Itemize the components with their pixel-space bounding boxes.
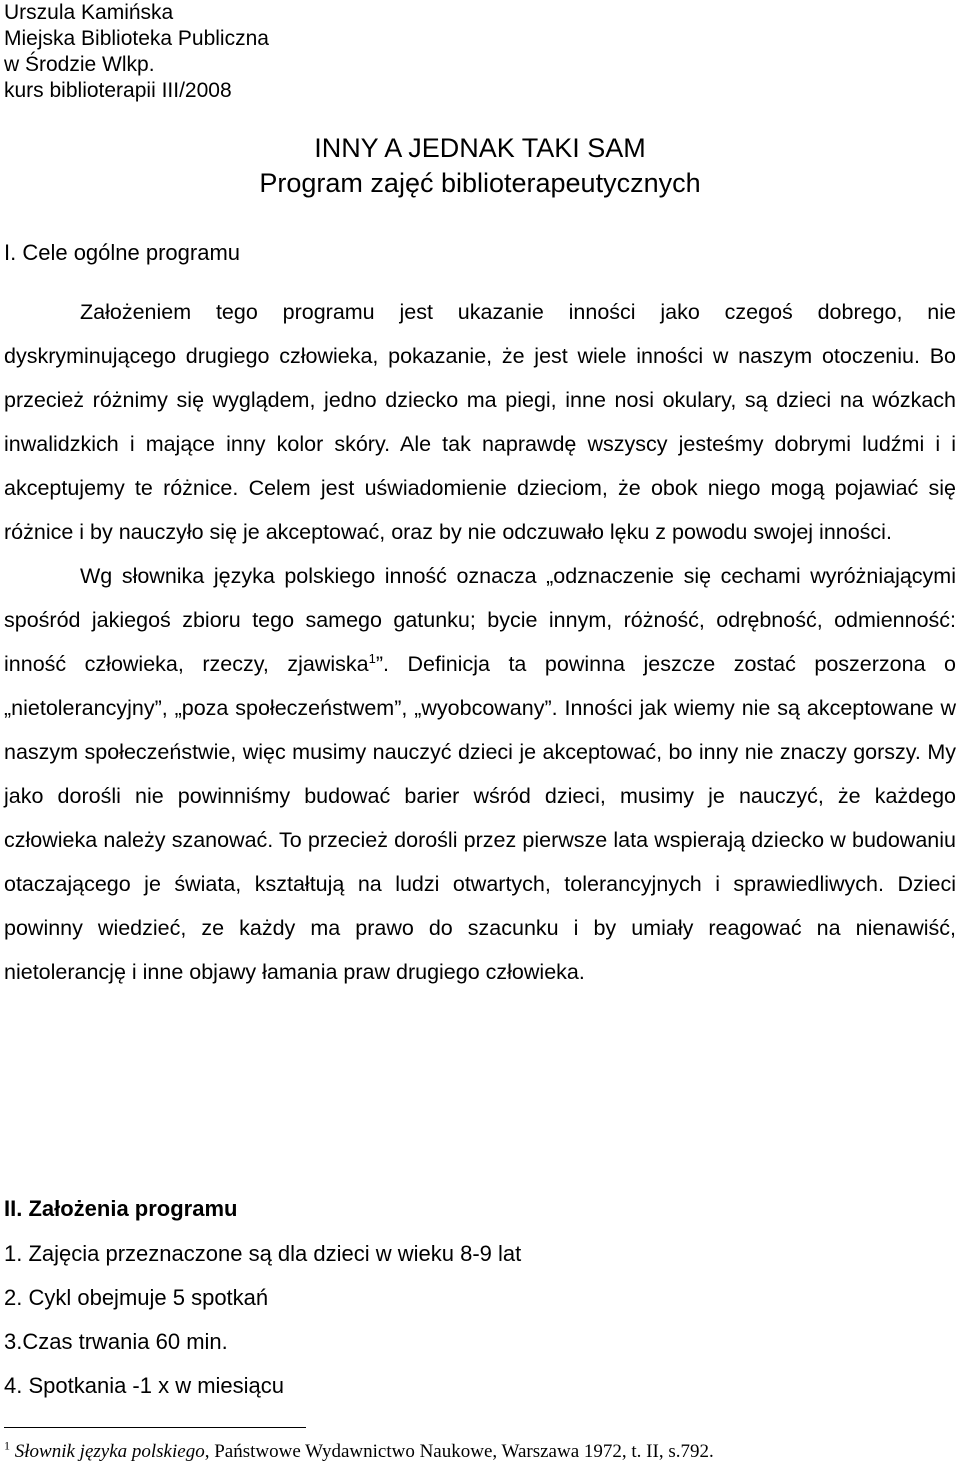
paragraph-2-part-b: ”. Definicja ta powinna jeszcze zostać poszerzona o „nietolerancyjny”, „poza społeczeństwem”, „wyobcowany”. Inności jak wiemy nie są akceptowane w naszym społeczeństwie, więc musimy nauczyć dzieci je akceptować, bo inny nie znaczy gorszy. My jako dorośli nie powinniśmy budować barier wśród dzieci, musimy je nauczyć, że każdego człowieka należy szanować. To przecież dorośli przez pierwsze lata wspierają dziecko w budowaniu otaczającego je świata, kształtują na ludzi otwartych, tolerancyjnych i sprawiedliwych. Dzieci powinny wiedzieć, ze każdy ma prawo do szacunku i by umiały reagować na nienawiść, nietolerancję i inne objawy łamania praw drugiego człowieka.	[4, 652, 956, 984]
author-name: Urszula Kamińska	[4, 1, 174, 24]
footnote-title: Słownik języka polskiego	[14, 1441, 205, 1462]
title-block	[0, 131, 960, 201]
section-1-body	[4, 290, 956, 994]
section-1-heading: I. Cele ogólne programu	[4, 240, 241, 265]
document-title: INNY A JEDNAK TAKI SAM	[314, 133, 646, 163]
course-info: kurs biblioterapii III/2008	[4, 79, 232, 102]
list-item: 2. Cykl obejmuje 5 spotkań	[4, 1285, 269, 1310]
section-2-heading: II. Założenia programu	[4, 1196, 238, 1221]
author-block	[4, 0, 269, 104]
document-subtitle: Program zajęć biblioterapeutycznych	[259, 168, 701, 198]
assumptions-list	[4, 1232, 521, 1408]
paragraph-2	[4, 554, 956, 994]
list-item: 1. Zajęcia przeznaczone są dla dzieci w wieku 8-9 lat	[4, 1241, 522, 1266]
list-item: 3.Czas trwania 60 min.	[4, 1329, 228, 1354]
institution-line-1: Miejska Biblioteka Publiczna	[4, 27, 269, 50]
footnote-reference: 1	[368, 650, 376, 666]
footnote-number: 1	[4, 1438, 10, 1453]
paragraph-1: Założeniem tego programu jest ukazanie inności jako czegoś dobrego, nie dyskryminującego drugiego człowieka, pokazanie, że jest wiele inności w naszym otoczeniu. Bo przecież różnimy się wyglądem, jedno dziecko ma piegi, inne nosi okulary, są dzieci na wózkach inwalidzkich i mające inny kolor skóry. Ale tak naprawdę wszyscy jesteśmy dobrymi ludźmi i i akceptujemy te różnice. Celem jest uświadomienie dzieciom, że obok niego mogą pojawiać się różnice i by nauczyło się je akceptować, oraz by nie odczuwało lęku z powodu swojej inności.	[4, 300, 956, 544]
footnote	[4, 1440, 714, 1464]
footnote-divider	[4, 1427, 306, 1428]
paragraph-2-part-a: Wg słownika języka polskiego inność oznacza „odznaczenie się cechami wyróżniającymi spośród jakiegoś zbioru tego samego gatunku; bycie innym, różność, odrębność, odmienność: inność człowieka, rzeczy, zjawiska	[4, 564, 956, 676]
list-item: 4. Spotkania -1 x w miesiącu	[4, 1373, 285, 1398]
footnote-details: , Państwowe Wydawnictwo Naukowe, Warszawa 1972, t. II, s.792.	[204, 1441, 714, 1462]
institution-line-2: w Środzie Wlkp.	[4, 53, 155, 76]
